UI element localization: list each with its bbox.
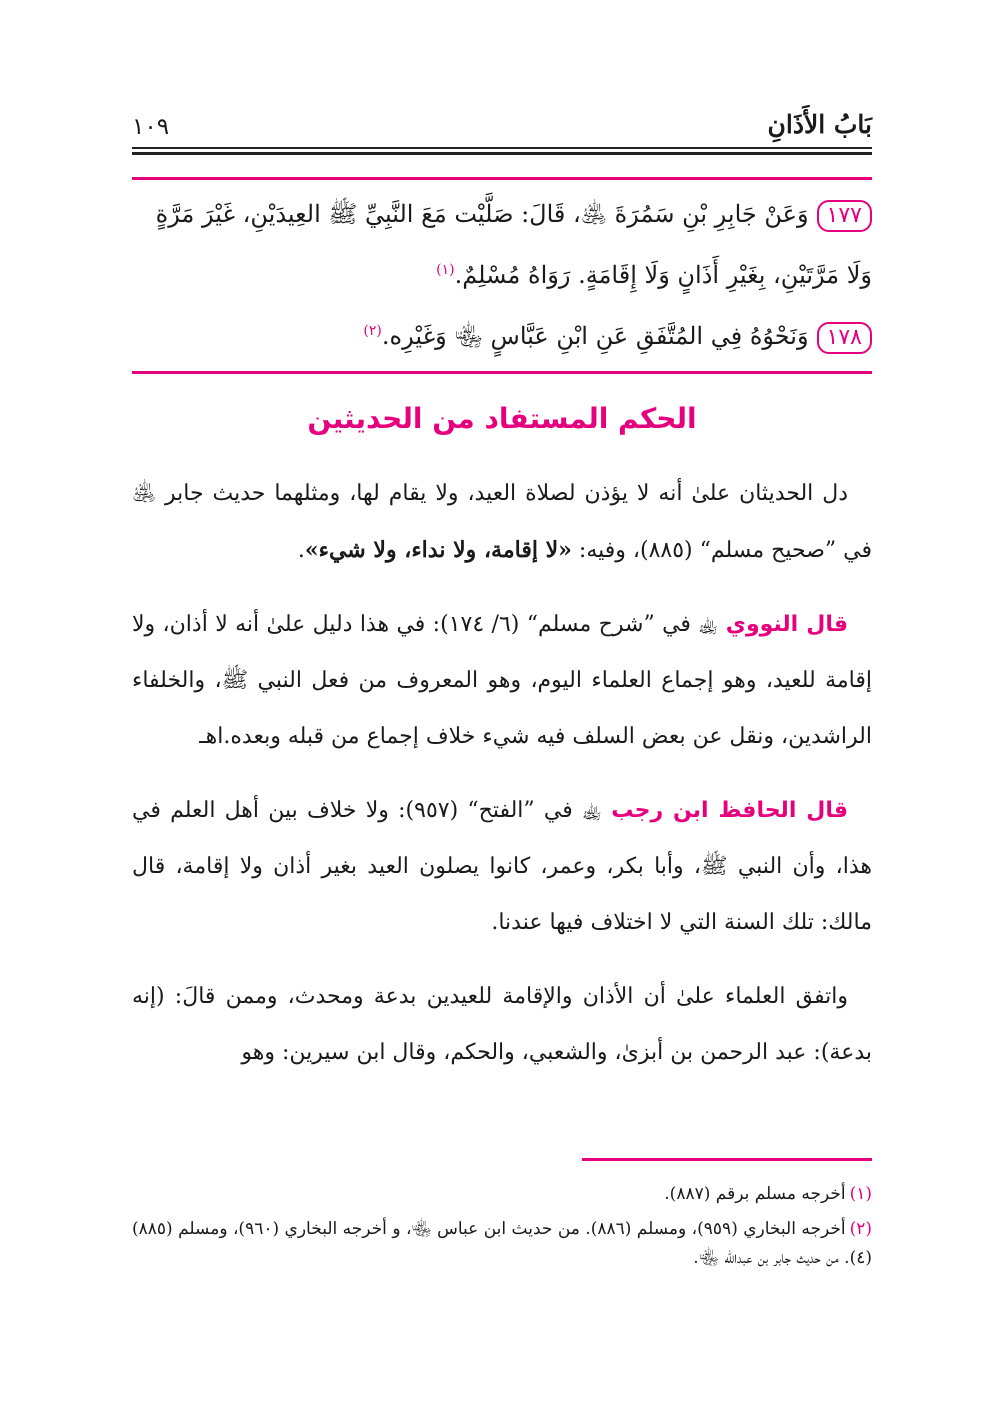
paragraph-text: واتفق العلماء علىٰ أن الأذان والإقامة للعيدين بدعة ومحدث، وممن قالَ: (إنه بدعة): عبد الرحمن بن أبزىٰ، والشعبي، والحكم، وقال ابن سيرين: وهو <box>132 984 872 1065</box>
paragraph-text: ﵀ في ”الفتح“ (٩٥٧): ولا خلاف بين أهل العلم في هذا، وأن النبي ﷺ، وأبا بكر، وعمر، كانوا يصلون العيد بغير أذان ولا إقامة، قال مالك: تلك السنة التي لا اختلاف فيها عندنا. <box>132 798 872 935</box>
hadith-text: وَلَا مَرَّتَيْنِ، بِغَيْرِ أَذَانٍ وَلَا إِقَامَةٍ. رَوَاهُ مُسْلِمٌ. <box>454 261 872 289</box>
footnote-text: أخرجه البخاري (٩٥٩)، ومسلم (٨٨٦). من حديث ابن عباس ﵄، و أخرجه البخاري (٩٦٠)، ومسلم (٨٨٥) (٤). من حديث جابر بن عبدالله ﵄. <box>132 1219 872 1268</box>
footnote-reference[interactable]: (١) <box>436 262 455 278</box>
footnotes <box>132 1180 872 1279</box>
footnote <box>132 1215 872 1273</box>
paragraph-text: ﵀ في ”شرح مسلم“ (٦/ ١٧٤): في هذا دليل علىٰ أنه لا أذان، ولا إقامة للعيد، وهو إجماع العلماء اليوم، وهو المعروف من فعل النبي ﷺ، والخلفاء الراشدين، ونقل عن بعض السلف فيه شيء خلاف إجماع من قبله وبعده.اهـ <box>132 612 872 749</box>
hadith-bottom-rule <box>132 371 872 374</box>
footnote-reference[interactable]: (٢) <box>363 323 382 339</box>
scholar-name: قال النووي <box>725 612 849 637</box>
footnote <box>132 1180 872 1209</box>
hadith-number-badge: ١٧٧ <box>817 200 872 232</box>
page-header <box>132 104 872 148</box>
paragraph-text: دل الحديثان علىٰ أنه لا يؤذن لصلاة العيد، ولا يقام لها، ومثلهما حديث جابر ﵁ في ”صحيح مسلم“ (٨٨٥)، وفيه: <box>132 481 872 563</box>
hadith-number-badge: ١٧٨ <box>817 322 872 354</box>
hadith-block <box>132 186 872 364</box>
paragraph <box>132 597 872 765</box>
paragraph <box>132 783 872 951</box>
hadith-top-rule <box>132 177 872 180</box>
hadith-line <box>132 303 872 364</box>
hadith-text: وَعَنْ جَابِرِ بْنِ سَمُرَةَ ﵁، قَالَ: صَلَّيْت مَعَ النَّبِيِّ ﷺ العِيدَيْنِ، غَيْرَ مَرَّةٍ <box>155 200 809 228</box>
paragraph <box>132 466 872 579</box>
scholar-name: قال الحافظ ابن رجب <box>611 798 849 823</box>
page-number: ١٠٩ <box>132 114 170 140</box>
hadith-line <box>132 242 872 303</box>
chapter-title: بَابُ الأَذَانِ <box>767 110 872 139</box>
section-heading: الحكم المستفاد من الحديثين <box>307 402 697 435</box>
footnote-rule <box>582 1158 872 1161</box>
header-rule-thick <box>132 152 872 155</box>
hadith-text: وَنَحْوُهُ فِي المُتَّفَقِ عَنِ ابْنِ عَبَّاسٍ ﵄ وَغَيْرِه. <box>381 322 809 350</box>
footnote-number: (١) <box>849 1184 872 1204</box>
footnote-text: أخرجه مسلم برقم (٨٨٧). <box>664 1184 846 1204</box>
paragraph-text: . <box>297 538 305 563</box>
header-rule-thin <box>132 147 872 149</box>
footnote-number: (٢) <box>849 1219 873 1239</box>
body-text <box>132 466 872 1099</box>
hadith-quote: «لا إقامة، ولا نداء، ولا شيء» <box>304 537 572 563</box>
hadith-line <box>132 186 872 242</box>
paragraph <box>132 969 872 1081</box>
